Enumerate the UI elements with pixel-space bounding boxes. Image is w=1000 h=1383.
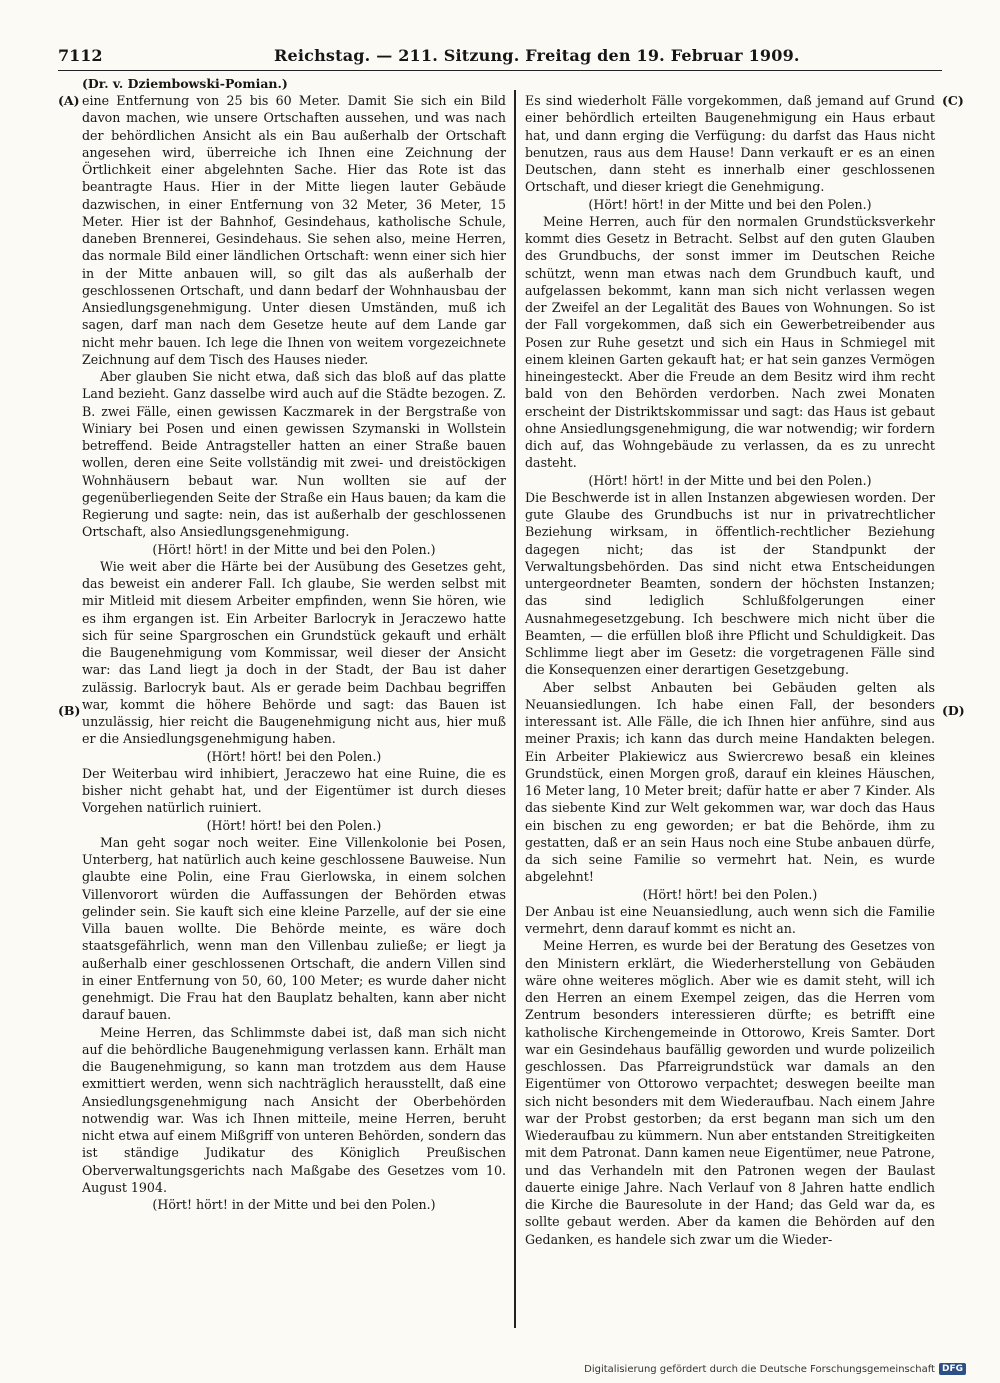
paragraph: Der Anbau ist eine Neuansiedlung, auch wenn sich die Familie vermehrt, denn darauf kommt es nicht an.	[525, 903, 935, 936]
paragraph: eine Entfernung von 25 bis 60 Meter. Damit Sie sich ein Bild davon machen, wie unsere Ortschaften aussehen, und was nach der behördlichen Ansicht als ein Bau außerhalb der Ortschaft angesehen wird, überreiche ich Ihnen eine Zeichnung der Örtlichkeit einer abgelehnten Sache. Hier das Rote ist das beantragte Haus. Hier in der Mitte liegen lauter Gebäude dazwischen, in einer Entfernung von 32 Meter, 36 Meter, 15 Meter. Hier ist der Bahnhof, Gesindehaus, katholische Schule, daneben Brennerei, Gesindehaus. Sie sehen also, meine Herren, das normale Bild einer ländlichen Ortschaft: wenn einer sich hier in der Mitte anbauen will, so gilt das als außerhalb der geschlossenen Ortschaft, und dann bedarf der Wohnhausbau der Ansiedlungsgenehmigung. Unter diesen Umständen, muß ich sagen, darf man nach dem Gesetze heute auf dem Lande gar nicht mehr bauen. Ich lege die Ihnen von weitem vorgezeichnete Zeichnung auf dem Tisch des Hauses nieder.	[82, 93, 506, 367]
paragraph: Meine Herren, das Schlimmste dabei ist, daß man sich nicht auf die behördliche Baugenehmigung verlassen kann. Erhält man die Baugenehmigung, so kann man trotzdem aus dem Hause exmittiert werden, wenn sich nachträglich herausstellt, daß eine Ansiedlungsgenehmigung nach Ansicht der Oberbehörden notwendig war. Was ich Ihnen mitteile, meine Herren, beruht nicht etwa auf einem Mißgriff von unteren Behörden, sondern das ist ständige Judikatur des Königlich Preußischen Oberverwaltungsgerichts nach Maßgabe des Gesetzes vom 10. August 1904.	[82, 1024, 506, 1195]
paragraph: Der Weiterbau wird inhibiert, Jeraczewo hat eine Ruine, die es bisher nicht gehabt hat, und der Eigentümer ist durch dieses Vorgehen natürlich ruiniert.	[82, 765, 506, 816]
page-header	[58, 44, 942, 71]
margin-marker-a: (A)	[58, 93, 80, 108]
interjection: (Hört! hört! in der Mitte und bei den Polen.)	[588, 196, 872, 212]
paragraph: Man geht sogar noch weiter. Eine Villenkolonie bei Posen, Unterberg, hat natürlich auch keine geschlossene Bauweise. Nun glaubte eine Polin, eine Frau Gierlowska, in einem solchen Villenvorort würden die Auffassungen der Behörden etwas gelinder sein. Sie kauft sich eine kleine Parzelle, auf der sie eine Villa bauen wollte. Die Behörde meinte, es wäre doch staatsgefährlich, wenn man den Villenbau zuließe; er liegt ja außerhalb einer geschlossenen Ortschaft, die andern Villen sind in einer Entfernung von 50, 60, 100 Meter; es wurde daher nicht genehmigt. Die Frau hat den Bauplatz behalten, kann aber nicht darauf bauen.	[82, 834, 506, 1023]
interjection: (Hört! hört! bei den Polen.)	[206, 817, 382, 833]
margin-marker-c: (C)	[942, 93, 964, 108]
paragraph: Meine Herren, es wurde bei der Beratung des Gesetzes von den Ministern erklärt, die Wiederherstellung von Gebäuden wäre ohne weiteres möglich. Aber wie es damit steht, will ich den Herren an einem Exempel zeigen, das die Herren vom Zentrum besonders interessieren dürfte; es betrifft eine katholische Kirchengemeinde in Ottorowo, Kreis Samter. Dort war ein Gesindehaus baufällig geworden und wurde polizeilich geschlossen. Das Pfarreigrundstück war damals an den Eigentümer von Ottorowo verpachtet; deswegen beeilte man sich nicht besonders mit dem Wiederaufbau. Nach einem Jahre war der Probst gestorben; da erst begann man sich um den Wiederaufbau zu kümmern. Nun aber entstanden Streitigkeiten mit dem Patronat. Dann kamen neue Eigentümer, neue Patrone, und das Verhandeln mit den Patronen wegen der Baulast dauerte einige Jahre. Nach Verlauf von 8 Jahren hatte endlich die Kirche die Bauresolute in der Hand; das Geld war da, es sollte gebaut werden. Aber da kamen die Behörden auf den Gedanken, es handele sich zwar um die Wieder-	[525, 938, 935, 1247]
interjection: (Hört! hört! bei den Polen.)	[206, 748, 382, 764]
column-divider	[514, 90, 516, 1328]
paragraph: Wie weit aber die Härte bei der Ausübung des Gesetzes geht, das beweist ein anderer Fall. Ich glaube, Sie werden selbst mit mir Mitleid mit diesem Arbeiter empfinden, wenn Sie hören, wie es ihm ergangen ist. Ein Arbeiter Barlocryk in Jeraczewo hatte sich für seine Spargroschen ein Grundstück gekauft und erhält die Baugenehmigung vom Kommissar, weil dieser der Ansicht war: das Land liegt ja doch in der Stadt, der Bau ist daher zulässig. Barlocryk baut. Als er gerade beim Dachbau begriffen war, kommt die höhere Behörde und sagt: das Bauen ist unzulässig, hier reicht die Baugenehmigung nicht aus, hier muß er die Ansiedlungsgenehmigung haben.	[82, 558, 506, 747]
interjection: (Hört! hört! in der Mitte und bei den Polen.)	[152, 1197, 436, 1212]
right-text-column	[525, 92, 935, 1248]
paragraph: Meine Herren, auch für den normalen Grundstücksverkehr kommt dies Gesetz in Betracht. Selbst auf den guten Glauben des Grundbuchs, der sonst immer im Deutschen Reiche schützt, wenn man etwas nach dem Grundbuch kauft, und aufgelassen bekommt, kann man sich nicht verlassen wegen der Zweifel an der Legalität des Baues von Wohnungen. So ist der Fall vorgekommen, daß sich ein Gewerbetreibender aus Posen zur Ruhe gesetzt und sich ein Haus in Schmiegel mit einem kleinen Garten gekauft hat; er hat sein ganzes Vermögen hineingesteckt. Aber die Freude an dem Besitz wird ihm recht bald von den Behörden verdorben. Nach zwei Monaten erscheint der Distriktskommissar und sagt: das Haus ist gebaut ohne Ansiedlungsgenehmigung, die war notwendig; wir fordern dich auf, das Wohngebäude zu verlassen, da es zu unrecht dasteht.	[525, 213, 935, 471]
page-title: Reichstag. — 211. Sitzung. Freitag den 19. Februar 1909.	[274, 46, 800, 65]
credit-text: Digitalisierung gefördert durch die Deutsche Forschungsgemeinschaft	[584, 1363, 935, 1375]
interjection: (Hört! hört! in der Mitte und bei den Polen.)	[588, 472, 872, 488]
dfg-logo: DFG	[939, 1363, 966, 1375]
paragraph: Aber selbst Anbauten bei Gebäuden gelten als Neuansiedlungen. Ich habe einen Fall, der besonders interessant ist. Alle Fälle, die ich Ihnen hier anführe, sind aus meiner Praxis; ich kann das durch meine Handakten belegen. Ein Arbeiter Plakiewicz aus Swiercrewo besaß ein kleines Grundstück, einen Morgen groß, darauf ein kleines Häuschen, 16 Meter lang, 10 Meter breit; dafür hatte er aber 7 Kinder. Als das siebente Kind zur Welt gekommen war, war doch das Haus ein bischen zu eng geworden; er bat die Behörde, ihm zu gestatten, daß er an sein Haus noch eine Stube anbauen dürfe, da sich seine Familie so vermehrt hat. Nein, es wurde abgelehnt!	[525, 679, 935, 885]
paragraph: Es sind wiederholt Fälle vorgekommen, daß jemand auf Grund einer behördlich erteilten Baugenehmigung ein Haus erbaut hat, und dann erging die Verfügung: du darfst das Haus nicht benutzen, raus aus dem Hause! Dann verkauft er es an einen Deutschen, dann steht es innerhalb einer geschlossenen Ortschaft, und dieser kriegt die Genehmigung.	[525, 93, 935, 195]
margin-marker-d: (D)	[942, 703, 965, 718]
digitization-credit	[584, 1363, 966, 1375]
margin-marker-b: (B)	[58, 703, 81, 718]
interjection: (Hört! hört! bei den Polen.)	[642, 886, 818, 902]
paragraph: Die Beschwerde ist in allen Instanzen abgewiesen worden. Der gute Glaube des Grundbuchs ist nur in privatrechtlicher Beziehung wirksam, in öffentlich-rechtlicher Beziehung dagegen nicht; das ist der Standpunkt der Verwaltungsbehörden. Das sind nicht etwa Entscheidungen untergeordneter Beamten, sondern der höchsten Instanzen; das sind lediglich Schlußfolgerungen einer Ausnahmegesetzgebung. Ich beschwere mich nicht über die Beamten, — die erfüllen bloß ihre Pflicht und Schuldigkeit. Das Schlimme liegt aber im Gesetz: die vorgetragenen Fälle sind die Konsequenzen einer derartigen Gesetzgebung.	[525, 489, 935, 678]
interjection: (Hört! hört! in der Mitte und bei den Polen.)	[152, 541, 436, 557]
paragraph: Aber glauben Sie nicht etwa, daß sich das bloß auf das platte Land bezieht. Ganz dasselbe wird auch auf die Städte bezogen. Z. B. zwei Fälle, einen gewissen Kaczmarek in der Bergstraße von Winiary bei Posen und einen gewissen Szymanski in Wollstein betreffend. Beide Antragsteller hatten an einer Straße bauen wollen, deren eine Seite vollständig mit zwei- und dreistöckigen Wohnhäusern bebaut war. Nun wollten sie auf der gegenüberliegenden Seite der Straße ein Haus bauen; da kam die Regierung und sagte: nein, das ist außerhalb der geschlossenen Ortschaft, also Ansiedlungsgenehmigung.	[82, 369, 506, 540]
page-number: 7112	[58, 46, 103, 65]
left-text-column	[82, 92, 506, 1213]
speaker-label: (Dr. v. Dziembowski-Pomian.)	[82, 76, 288, 91]
